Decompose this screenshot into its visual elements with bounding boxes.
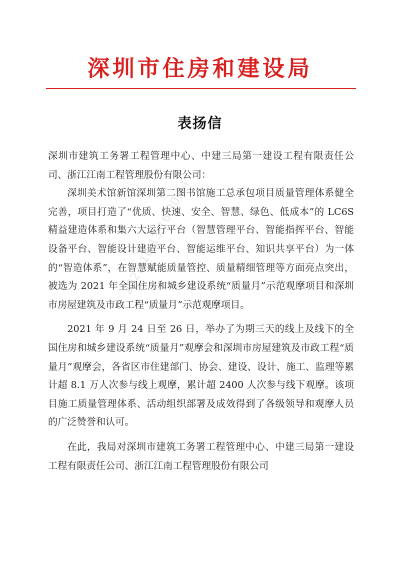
letterhead-title: 深圳市住房和建设局 (87, 56, 313, 82)
paragraph-1: 深圳美术馆新馆深圳第二图书馆施工总承包项目质量管理体系健全完善，项目打造了“优质、快速、安全、智慧、绿色、低成本”的 LC6S 精益建造体系和集六大运行平台（智慧管理平台、智能指挥平台、智能设备平台、智能设计建造平台、智能运维平台、知识共享平台）为一体的“智造体系”，在智慧赋能质量管控、质量精细管理等方面亮点突出，被选为 2021 年全国住房和城乡建设系统“质量月”示范观摩项目和深圳市房屋建筑及市政工程“质量月”示范观摩项目。 (48, 188, 354, 311)
salutation: 深圳市建筑工务署工程管理中心、中建三局第一建设工程有限责任公司、浙江江南工程管理股份有限公司： (48, 151, 354, 181)
watermark: 2021-10-13 16:30:34 (120, 177, 193, 297)
letter-body (48, 148, 354, 476)
document-title: 表扬信 (177, 116, 223, 132)
paragraph-2: 2021 年 9 月 24 日至 26 日，举办了为期三天的线上及线下的全国住房和城乡建设系统“质量月”观摩会和深圳市房屋建筑及市政工程“质量月”观摩会，各省区市住建部门、协会、建设、设计、施工、监理等累计超 8.1 万人次参与线上观摩，累计超 2400 人次参与线下观摩。该项目施工质量管理体系、活动组织部署及成效得到了各级领导和观摩人员的广泛赞誉和认可。 (48, 324, 354, 429)
paragraph-3: 在此，我局对深圳市建筑工务署工程管理中心、中建三局第一建设工程有限责任公司、浙江江南工程管理股份有限公司 (48, 441, 354, 472)
letterhead-rule (46, 88, 356, 89)
